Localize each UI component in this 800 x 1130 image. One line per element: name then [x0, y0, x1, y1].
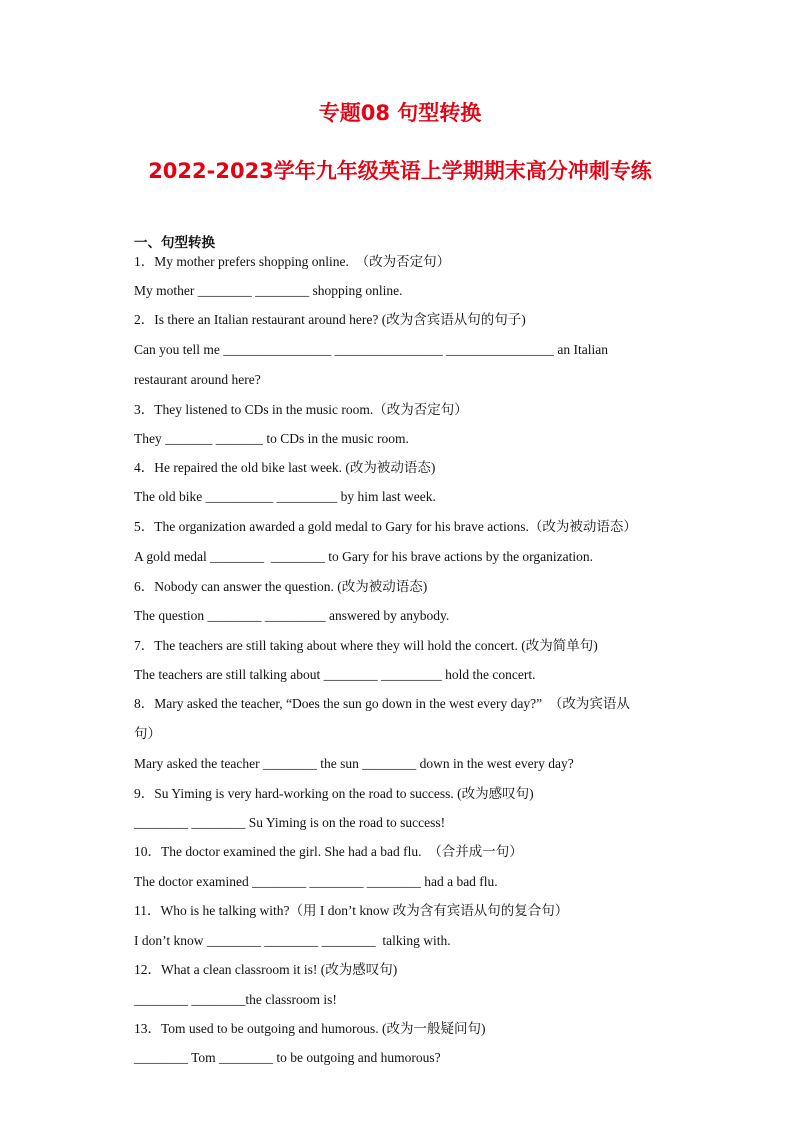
exercise-line: I don’t know ________ ________ ________ talking with. — [134, 933, 451, 948]
exercise-line: 10．The doctor examined the girl. She had a bad flu. （合并成一句） — [134, 844, 523, 859]
exercise-line: restaurant around here? — [134, 372, 261, 387]
section-heading: 一、句型转换 — [134, 235, 215, 251]
exercise-line: My mother ________ ________ shopping online. — [134, 283, 403, 298]
exercise-line: A gold medal ________ ________ to Gary for his brave actions by the organization. — [134, 549, 594, 564]
exercise-line: The question ________ _________ answered by anybody. — [134, 608, 450, 623]
exercise-line: 6．Nobody can answer the question. (改为被动语态) — [134, 579, 428, 594]
exercise-line: ________ Tom ________ to be outgoing and humorous? — [134, 1050, 441, 1065]
exercise-line: 4．He repaired the old bike last week. (改为被动语态) — [134, 460, 436, 475]
exercise-line: 2．Is there an Italian restaurant around here? (改为含宾语从句的句子) — [134, 312, 526, 327]
exercise-line: Mary asked the teacher ________ the sun ________ down in the west every day? — [134, 756, 574, 771]
document-subtitle: 2022-2023学年九年级英语上学期期末高分冲刺专练 — [148, 159, 652, 183]
exercise-line: The old bike __________ _________ by him last week. — [134, 489, 436, 504]
exercise-line: The doctor examined ________ ________ ________ had a bad flu. — [134, 874, 498, 889]
exercise-line: 11．Who is he talking with?（用 I don’t know 改为含有宾语从句的复合句） — [134, 903, 569, 918]
exercise-line: The teachers are still talking about ________ _________ hold the concert. — [134, 667, 536, 682]
exercise-line: 13．Tom used to be outgoing and humorous. (改为一般疑问句) — [134, 1021, 486, 1036]
exercise-line: 3．They listened to CDs in the music room.（改为否定句） — [134, 402, 468, 417]
exercise-line: 8．Mary asked the teacher, “Does the sun go down in the west every day?” （改为宾语从 — [134, 696, 630, 711]
exercise-line: ________ ________ Su Yiming is on the road to success! — [134, 815, 446, 830]
exercise-line: 9．Su Yiming is very hard-working on the road to success. (改为感叹句) — [134, 786, 534, 801]
exercise-line: ________ ________the classroom is! — [134, 992, 337, 1007]
exercise-line: Can you tell me ________________ ________________ ________________ an Italian — [134, 342, 608, 357]
exercise-line: They _______ _______ to CDs in the music room. — [134, 431, 409, 446]
exercise-line: 12．What a clean classroom it is! (改为感叹句) — [134, 962, 398, 977]
document-title: 专题08 句型转换 — [318, 101, 482, 125]
exercise-line: 句） — [134, 726, 161, 741]
exercise-line: 1．My mother prefers shopping online. （改为否定句） — [134, 254, 451, 269]
exercise-line: 5．The organization awarded a gold medal to Gary for his brave actions.（改为被动语态） — [134, 519, 637, 534]
exercise-line: 7．The teachers are still taking about where they will hold the concert. (改为简单句) — [134, 638, 598, 653]
